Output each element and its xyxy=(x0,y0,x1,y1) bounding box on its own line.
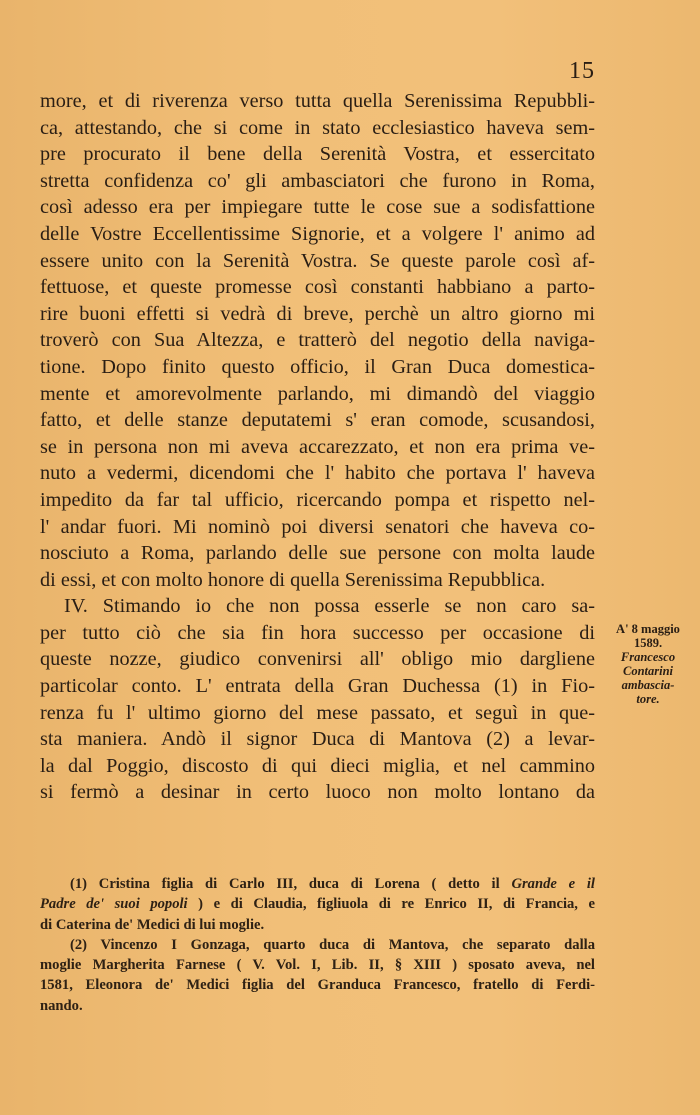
margin-note-name: Francesco xyxy=(620,650,676,664)
footnote-2-line: nando. xyxy=(40,997,83,1014)
footnote-1-line xyxy=(40,894,595,914)
text-line: si fermò a desinar in certo luoco non molto lontano da xyxy=(40,781,595,804)
text-line: impedito da far tal ufficio, ricercando pompa et rispetto nel- xyxy=(40,488,595,511)
footnote-italic-text: Padre de' suoi popoli xyxy=(40,896,188,913)
margin-note-role: tore. xyxy=(636,692,660,706)
text-line: se in persona non mi aveva accarezzato, et non era prima ve- xyxy=(40,435,595,458)
page-number: 15 xyxy=(569,58,595,84)
text-line: nuto a vedermi, dicendomi che l' habito che portava l' haveva xyxy=(40,462,595,485)
text-line: fettuose, et queste promesse così constanti habbiano a parto- xyxy=(40,276,595,299)
text-line: stretta confidenza co' gli ambasciatori che furono in Roma, xyxy=(40,169,595,192)
text-line: queste nozze, giudico convenirsi all' obligo mio dargliene xyxy=(40,648,595,671)
footnote-text: (1) Cristina figlia di Carlo III, duca di Lorena ( detto il xyxy=(70,876,512,892)
footnotes xyxy=(40,874,595,1016)
text-line: IV. Stimando io che non possa esserle se non caro sa- xyxy=(64,595,595,618)
text-line: per tutto ciò che sia fin hora successo per occasione di xyxy=(40,621,595,644)
margin-note-name: Contarini xyxy=(622,664,674,678)
margin-note xyxy=(598,622,698,706)
footnote-1-line: di Caterina de' Medici di lui moglie. xyxy=(40,916,265,933)
text-line: troverò con Sua Altezza, e tratterò del negotio della naviga- xyxy=(40,329,595,352)
footnote-2-line: 1581, Eleonora de' Medici figlia del Granduca Francesco, fratello di Ferdi- xyxy=(40,977,595,994)
text-line: fatto, et delle stanze deputatemi s' eran comode, scusandosi, xyxy=(40,409,595,432)
margin-note-year: 1589. xyxy=(633,636,663,650)
text-line: particolar conto. L' entrata della Gran Duchessa (1) in Fio- xyxy=(40,675,595,698)
text-line: nosciuto a Roma, parlando delle sue persone con molta laude xyxy=(40,542,595,565)
text-line: così adesso era per impiegare tutte le cose sue a sodisfattione xyxy=(40,196,595,219)
text-line: pre procurato il bene della Serenità Vostra, et essercitato xyxy=(40,143,595,166)
text-line: l' andar fuori. Mi nominò poi diversi senatori che haveva co- xyxy=(40,515,595,538)
footnote-italic-text: Grande e il xyxy=(511,876,595,892)
text-line: rire buoni effetti si vedrà di breve, perchè un altro giorno mi xyxy=(40,302,595,325)
footnote-2-line: moglie Margherita Farnese ( V. Vol. I, Lib. II, § XIII ) sposato aveva, nel xyxy=(40,957,595,974)
footnote-2-line: (2) Vincenzo I Gonzaga, quarto duca di Mantova, che separato dalla xyxy=(70,936,595,953)
margin-note-role: ambascia- xyxy=(621,678,675,692)
text-line: more, et di riverenza verso tutta quella Serenissima Repubbli- xyxy=(40,90,595,112)
text-line: renza fu l' ultimo giorno del mese passato, et seguì in que- xyxy=(40,701,595,724)
text-line: ca, attestando, che si come in stato ecclesiastico haveva sem- xyxy=(40,116,595,139)
main-text xyxy=(40,88,595,806)
text-line: tione. Dopo finito questo officio, il Gran Duca domestica- xyxy=(40,355,595,378)
footnote-1-line xyxy=(40,874,595,894)
text-line: essere unito con la Serenità Vostra. Se queste parole così af- xyxy=(40,249,595,272)
text-line: la dal Poggio, discosto di qui dieci miglia, et nel cammino xyxy=(40,754,595,777)
margin-note-date: A' 8 maggio xyxy=(616,622,680,636)
text-line: mente et amorevolmente parlando, mi dimandò del viaggio xyxy=(40,382,595,405)
text-line: sta maniera. Andò il signor Duca di Mantova (2) a levar- xyxy=(40,728,595,751)
text-line: di essi, et con molto honore di quella Serenissima Repubblica. xyxy=(40,568,546,591)
text-line: delle Vostre Eccellentissime Signorie, et a volgere l' animo ad xyxy=(40,222,595,245)
footnote-text: ) e di Claudia, figliuola di re Enrico II, di Francia, e xyxy=(187,896,595,913)
